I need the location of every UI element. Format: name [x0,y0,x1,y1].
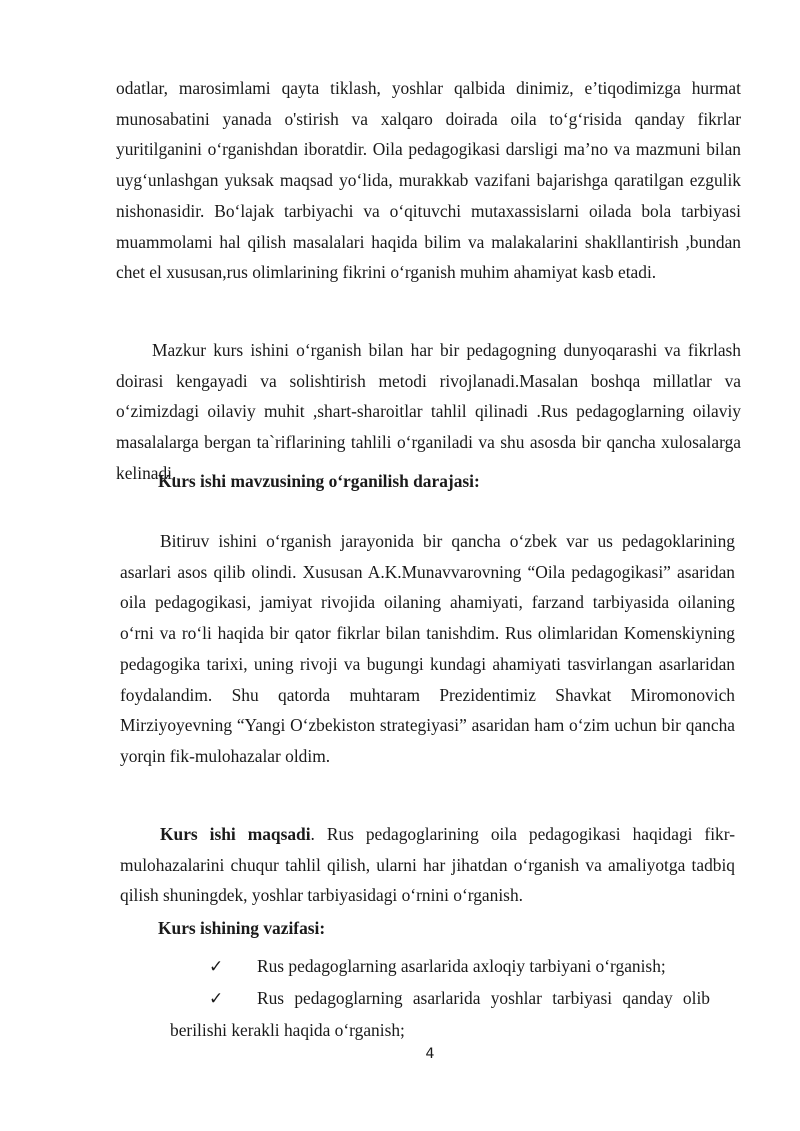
checkmark-icon: ✓ [209,989,224,1009]
paragraph-intro: odatlar, marosimlami qayta tiklash, yoshlar qalbida dinimiz, e’tiqodimizga hurmat munosabatini yanada o'stirish va xalqaro doirada oila to‘g‘risida qanday fikrlar yuritilganini o‘rganishdan iboratdir. Oila pedagogikasi darsligi ma’no va mazmuni bilan uyg‘unlashgan yuksak maqsad yo‘lida, murakkab vazifani bajarishga qaratilgan ezgulik nishonasidir. Bo‘lajak tarbiyachi va o‘qituvchi mutaxassislarni oilada bola tarbiyasi muammolami hal qilish masalalari haqida bilim va malakalarini shakllantirish ,bundan chet el xususan,rus olimlarining fikrini o‘rganish muhim ahamiyat kasb etadi. [116,78,741,283]
bullet-text: Rus pedagoglarning asarlarida axloqiy tarbiyani o‘rganish; [257,956,666,976]
page-number: 4 [425,1046,435,1062]
paragraph-study-level: Bitiruv ishini o‘rganish jarayonida bir qancha o‘zbek var us pedagoklarining asarlari asos qilib olindi. Xususan A.K.Munavvarovning “Oila pedagogikasi” asaridan oila pedagogikasi, jamiyat rivojida oilaning ahamiyati, farzand tarbiyasida oilaning o‘rni va ro‘li haqida bir qator fikrlar bilan tanishdim. Rus olimlaridan Komenskiyning pedagogika tarixi, uning rivoji va bugungi kundagi ahamiyati tasvirlangan asarlaridan foydalandim. Shu qatorda muhtaram Prezidentimiz Shavkat Miromonovich Mirziyoyevning “Yangi O‘zbekiston strategiyasi” asaridan ham o‘zim uchun bir qancha yorqin fik-mulohazalar oldim. [120,531,735,766]
bullet-item [170,983,710,1045]
bullet-text: Rus pedagoglarning asarlarida yoshlar tarbiyasi qanday olib berilishi kerakli haqida o‘rganish; [170,988,710,1040]
paragraph-course-goal [120,819,735,911]
goal-label: Kurs ishi maqsadi [160,824,311,844]
bullet-item [209,951,709,983]
checkmark-icon: ✓ [209,957,224,977]
heading-study-level: Kurs ishi mavzusining o‘rganilish darajasi: [158,471,480,491]
heading-course-tasks: Kurs ishining vazifasi: [158,918,326,938]
goal-text: . Rus pedagoglarining oila pedagogikasi haqidagi fikr-mulohazalarini chuqur tahlil qilish, ularni har jihatdan o‘rganish va amaliyotga tadbiq qilish shuningdek, yoshlar tarbiyasidagi o‘rnini o‘rganish. [120,824,735,906]
paragraph-course-study: Mazkur kurs ishini o‘rganish bilan har bir pedagogning dunyoqarashi va fikrlash doirasi kengayadi va solishtirish metodi rivojlanadi.Masalan boshqa millatlar va o‘zimizdagi oilaviy muhit ,shart-sharoitlar tahlil qilinadi .Rus pedagoglarning oilaviy masalalarga bergan ta`riflarining tahlili o‘rganiladi va shu asosda bir qancha xulosalarga kelinadi. [116,340,741,483]
